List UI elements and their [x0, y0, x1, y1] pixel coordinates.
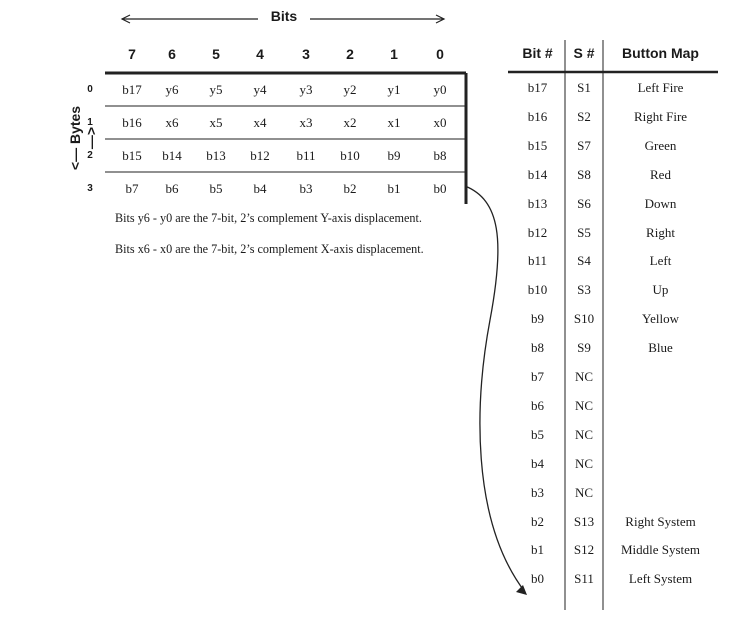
byte-cell: y3 [299, 82, 313, 97]
map-cell-button: Red [650, 166, 671, 182]
map-cell-button: Up [652, 282, 669, 298]
map-cell-button: Yellow [642, 311, 679, 327]
byte-cell: b14 [162, 148, 182, 163]
byte-cell: x1 [387, 115, 401, 130]
note-y-axis: Bits y6 - y0 are the 7-bit, 2’s complement Y-axis displacement. [115, 211, 422, 225]
byte-cell: x3 [299, 115, 313, 130]
map-cell-button: Left Fire [637, 80, 684, 95]
map-cell-bit: b4 [531, 455, 544, 471]
map-cell-button: Left System [628, 571, 693, 587]
byte-cell: b3 [299, 181, 313, 196]
byte-cell: b10 [340, 148, 360, 163]
byte-cell: y1 [387, 82, 401, 97]
map-header-bit: Bit # [522, 45, 553, 61]
map-cell-button: Right [646, 224, 675, 240]
map-cell-switch: S2 [577, 108, 591, 124]
map-cell-switch: S3 [577, 282, 591, 298]
bit-header: 2 [346, 46, 354, 62]
map-cell-switch: NC [574, 426, 594, 442]
map-cell-switch: S4 [577, 253, 591, 269]
byte-cell: x0 [433, 115, 447, 130]
map-cell-switch: S9 [577, 340, 591, 356]
map-cell-button: Left [649, 253, 672, 269]
note-x-axis: Bits x6 - x0 are the 7-bit, 2’s complement X-axis displacement. [115, 242, 424, 256]
byte-cell: y0 [433, 82, 447, 97]
map-cell-switch: S11 [574, 571, 594, 587]
map-cell-button: Green [644, 137, 677, 153]
bit-header: 5 [212, 46, 220, 62]
map-cell-bit: b12 [527, 224, 548, 240]
byte-cell: b9 [387, 148, 401, 163]
map-cell-bit: b0 [531, 571, 544, 587]
map-cell-button: Down [644, 195, 677, 211]
byte-cell: y6 [165, 82, 179, 97]
map-cell-switch: S13 [573, 513, 595, 529]
byte-cell: b15 [122, 148, 142, 163]
map-header-button: Button Map [622, 45, 699, 61]
bit-header: 4 [256, 46, 264, 62]
map-cell-bit: b9 [531, 311, 544, 327]
bit-header: 1 [390, 46, 398, 62]
byte-cell: b13 [206, 148, 226, 163]
byte-cell: x6 [165, 115, 179, 130]
map-cell-switch: S10 [573, 311, 595, 327]
byte-cell: b17 [122, 82, 142, 97]
byte-cell: x4 [253, 115, 267, 130]
byte-cell: b12 [250, 148, 270, 163]
map-cell-button: Right System [625, 513, 696, 529]
bit-header: 3 [302, 46, 310, 62]
byte-row-label: 1 [87, 117, 93, 128]
byte-row-label: 0 [87, 84, 93, 95]
byte-cell: x2 [343, 115, 357, 130]
byte-cell: b5 [209, 181, 223, 196]
map-cell-bit: b15 [527, 137, 548, 153]
map-cell-switch: S1 [577, 80, 591, 95]
bit-header: 7 [128, 46, 136, 62]
byte-cell: b1 [387, 181, 401, 196]
map-cell-switch: NC [574, 369, 594, 384]
byte-cell: y4 [253, 82, 267, 97]
byte-cell: y5 [209, 82, 223, 97]
map-cell-bit: b7 [531, 369, 544, 384]
map-cell-switch: S8 [577, 166, 591, 182]
map-cell-bit: b16 [527, 108, 548, 124]
bits-axis-label: Bits [270, 8, 298, 24]
byte-cell: x5 [209, 115, 223, 130]
map-cell-button: Blue [648, 340, 673, 356]
byte-row-label: 3 [87, 183, 93, 194]
byte-cell: b0 [433, 181, 447, 196]
map-header-switch: S # [573, 45, 595, 61]
map-cell-switch: S7 [577, 137, 591, 153]
map-cell-switch: S12 [573, 542, 595, 558]
map-cell-bit: b1 [531, 542, 544, 558]
byte-cell: b7 [125, 181, 139, 196]
map-cell-button: Middle System [620, 542, 701, 558]
map-cell-switch: NC [574, 397, 594, 413]
map-cell-bit: b14 [527, 166, 548, 182]
map-cell-switch: NC [574, 484, 594, 500]
bit-header: 0 [436, 46, 444, 62]
byte-cell: b2 [343, 181, 357, 196]
byte-cell: b8 [433, 148, 447, 163]
map-cell-bit: b3 [531, 484, 544, 500]
byte-cell: b6 [165, 181, 179, 196]
byte-cell: b4 [253, 181, 267, 196]
map-cell-bit: b5 [531, 426, 544, 442]
map-cell-button: Right Fire [633, 108, 688, 124]
map-cell-bit: b10 [527, 282, 548, 298]
map-cell-bit: b8 [531, 340, 544, 356]
bit-header: 6 [168, 46, 176, 62]
map-cell-bit: b6 [531, 397, 544, 413]
map-cell-switch: NC [574, 455, 594, 471]
byte-row-label: 2 [87, 150, 93, 161]
map-cell-bit: b11 [527, 253, 548, 269]
byte-cell: b16 [122, 115, 142, 130]
map-cell-switch: S6 [577, 195, 591, 211]
bytes-axis-label: <— Bytes —> [67, 105, 99, 171]
map-cell-bit: b2 [531, 513, 544, 529]
byte-cell: b11 [296, 148, 316, 163]
map-cell-bit: b13 [527, 195, 548, 211]
map-cell-switch: S5 [577, 224, 591, 240]
byte-cell: y2 [343, 82, 357, 97]
map-cell-bit: b17 [527, 80, 548, 95]
